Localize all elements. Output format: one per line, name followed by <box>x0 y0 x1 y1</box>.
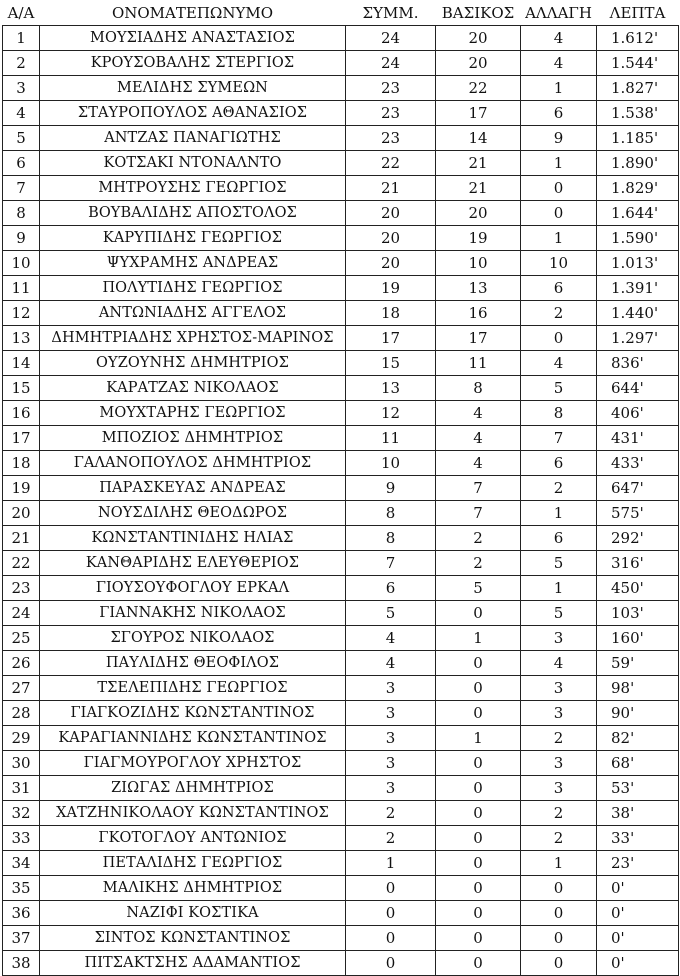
appearances-cell: 3 <box>346 701 436 726</box>
player-name-cell: ΝΟΥΣΔΙΛΗΣ ΘΕΟΔΩΡΟΣ <box>40 501 346 526</box>
table-row <box>3 601 679 626</box>
player-name-cell: ΒΟΥΒΑΛΙΔΗΣ ΑΠΟΣΤΟΛΟΣ <box>40 201 346 226</box>
table-row <box>3 951 679 976</box>
subs-cell: 0 <box>521 926 597 951</box>
minutes-cell: 1.391' <box>597 276 679 301</box>
row-number-cell: 21 <box>3 526 40 551</box>
starts-cell: 4 <box>436 451 521 476</box>
player-name-cell: ΓΙΑΝΝΑΚΗΣ ΝΙΚΟΛΑΟΣ <box>40 601 346 626</box>
appearances-cell: 24 <box>346 51 436 76</box>
subs-cell: 8 <box>521 401 597 426</box>
appearances-cell: 0 <box>346 926 436 951</box>
row-number-cell: 36 <box>3 901 40 926</box>
appearances-cell: 9 <box>346 476 436 501</box>
player-name-cell: ΓΚΟΤΟΓΛΟΥ ΑΝΤΩΝΙΟΣ <box>40 826 346 851</box>
table-row <box>3 576 679 601</box>
row-number-cell: 27 <box>3 676 40 701</box>
subs-cell: 1 <box>521 576 597 601</box>
starts-cell: 0 <box>436 701 521 726</box>
table-row <box>3 51 679 76</box>
minutes-cell: 0' <box>597 876 679 901</box>
minutes-cell: 98' <box>597 676 679 701</box>
subs-cell: 7 <box>521 426 597 451</box>
subs-cell: 0 <box>521 901 597 926</box>
table-row <box>3 701 679 726</box>
starts-cell: 20 <box>436 201 521 226</box>
player-name-cell: ΜΟΥΧΤΑΡΗΣ ΓΕΩΡΓΙΟΣ <box>40 401 346 426</box>
minutes-cell: 431' <box>597 426 679 451</box>
minutes-cell: 0' <box>597 901 679 926</box>
row-number-cell: 11 <box>3 276 40 301</box>
row-number-cell: 23 <box>3 576 40 601</box>
subs-cell: 2 <box>521 476 597 501</box>
table-row <box>3 176 679 201</box>
appearances-cell: 24 <box>346 26 436 51</box>
appearances-cell: 21 <box>346 176 436 201</box>
player-name-cell: ΣΙΝΤΟΣ ΚΩΝΣΤΑΝΤΙΝΟΣ <box>40 926 346 951</box>
player-name-cell: ΟΥΖΟΥΝΗΣ ΔΗΜΗΤΡΙΟΣ <box>40 351 346 376</box>
player-name-cell: ΣΓΟΥΡΟΣ ΝΙΚΟΛΑΟΣ <box>40 626 346 651</box>
minutes-cell: 1.590' <box>597 226 679 251</box>
minutes-cell: 1.538' <box>597 101 679 126</box>
minutes-cell: 53' <box>597 776 679 801</box>
appearances-cell: 18 <box>346 301 436 326</box>
table-row <box>3 26 679 51</box>
minutes-cell: 433' <box>597 451 679 476</box>
subs-cell: 1 <box>521 501 597 526</box>
appearances-cell: 19 <box>346 276 436 301</box>
player-name-cell: ΚΑΡΥΠΙΔΗΣ ΓΕΩΡΓΙΟΣ <box>40 226 346 251</box>
minutes-cell: 1.827' <box>597 76 679 101</box>
row-number-cell: 32 <box>3 801 40 826</box>
starts-cell: 0 <box>436 826 521 851</box>
minutes-cell: 160' <box>597 626 679 651</box>
appearances-cell: 4 <box>346 651 436 676</box>
starts-cell: 1 <box>436 726 521 751</box>
player-name-cell: ΚΩΝΣΤΑΝΤΙΝΙΔΗΣ ΗΛΙΑΣ <box>40 526 346 551</box>
row-number-cell: 14 <box>3 351 40 376</box>
row-number-cell: 38 <box>3 951 40 976</box>
starts-cell: 7 <box>436 476 521 501</box>
minutes-cell: 1.829' <box>597 176 679 201</box>
starts-cell: 0 <box>436 951 521 976</box>
player-name-cell: ΠΑΡΑΣΚΕΥΑΣ ΑΝΔΡΕΑΣ <box>40 476 346 501</box>
row-number-cell: 34 <box>3 851 40 876</box>
header-starts: ΒΑΣΙΚΟΣ <box>441 3 515 22</box>
minutes-cell: 406' <box>597 401 679 426</box>
appearances-cell: 1 <box>346 851 436 876</box>
table-row <box>3 876 679 901</box>
minutes-cell: 68' <box>597 751 679 776</box>
table-header <box>3 0 679 26</box>
subs-cell: 6 <box>521 276 597 301</box>
minutes-cell: 836' <box>597 351 679 376</box>
header-minutes: ΛΕΠΤΑ <box>609 3 666 22</box>
subs-cell: 2 <box>521 801 597 826</box>
player-name-cell: ΓΙΟΥΣΟΥΦΟΓΛΟΥ ΕΡΚΑΛ <box>40 576 346 601</box>
player-name-cell: ΚΑΝΘΑΡΙΔΗΣ ΕΛΕΥΘΕΡΙΟΣ <box>40 551 346 576</box>
row-number-cell: 12 <box>3 301 40 326</box>
player-name-cell: ΨΥΧΡΑΜΗΣ ΑΝΔΡΕΑΣ <box>40 251 346 276</box>
subs-cell: 9 <box>521 126 597 151</box>
appearances-cell: 15 <box>346 351 436 376</box>
table-row <box>3 151 679 176</box>
row-number-cell: 1 <box>3 26 40 51</box>
starts-cell: 20 <box>436 51 521 76</box>
row-number-cell: 33 <box>3 826 40 851</box>
table-row <box>3 851 679 876</box>
player-name-cell: ΠΕΤΑΛΙΔΗΣ ΓΕΩΡΓΙΟΣ <box>40 851 346 876</box>
appearances-cell: 23 <box>346 101 436 126</box>
starts-cell: 21 <box>436 151 521 176</box>
table-row <box>3 551 679 576</box>
table-row <box>3 826 679 851</box>
starts-cell: 13 <box>436 276 521 301</box>
table-row <box>3 501 679 526</box>
player-name-cell: ΖΙΩΓΑΣ ΔΗΜΗΤΡΙΟΣ <box>40 776 346 801</box>
appearances-cell: 3 <box>346 676 436 701</box>
row-number-cell: 25 <box>3 626 40 651</box>
subs-cell: 4 <box>521 651 597 676</box>
player-name-cell: ΔΗΜΗΤΡΙΑΔΗΣ ΧΡΗΣΤΟΣ-ΜΑΡΙΝΟΣ <box>40 326 346 351</box>
table-row <box>3 426 679 451</box>
row-number-cell: 26 <box>3 651 40 676</box>
minutes-cell: 292' <box>597 526 679 551</box>
player-stats-table <box>2 0 679 976</box>
starts-cell: 8 <box>436 376 521 401</box>
appearances-cell: 12 <box>346 401 436 426</box>
table-row <box>3 101 679 126</box>
subs-cell: 3 <box>521 776 597 801</box>
starts-cell: 0 <box>436 676 521 701</box>
player-name-cell: ΜΗΤΡΟΥΣΗΣ ΓΕΩΡΓΙΟΣ <box>40 176 346 201</box>
player-name-cell: ΝΑΖΙΦΙ ΚΟΣΤΙΚΑ <box>40 901 346 926</box>
starts-cell: 7 <box>436 501 521 526</box>
starts-cell: 17 <box>436 101 521 126</box>
starts-cell: 0 <box>436 776 521 801</box>
row-number-cell: 24 <box>3 601 40 626</box>
appearances-cell: 20 <box>346 201 436 226</box>
starts-cell: 16 <box>436 301 521 326</box>
player-name-cell: ΧΑΤΖΗΝΙΚΟΛΑΟΥ ΚΩΝΣΤΑΝΤΙΝΟΣ <box>40 801 346 826</box>
subs-cell: 2 <box>521 826 597 851</box>
row-number-cell: 17 <box>3 426 40 451</box>
starts-cell: 11 <box>436 351 521 376</box>
subs-cell: 4 <box>521 51 597 76</box>
header-aa: Α/Α <box>7 3 35 22</box>
player-name-cell: ΣΤΑΥΡΟΠΟΥΛΟΣ ΑΘΑΝΑΣΙΟΣ <box>40 101 346 126</box>
subs-cell: 1 <box>521 851 597 876</box>
appearances-cell: 23 <box>346 76 436 101</box>
appearances-cell: 3 <box>346 751 436 776</box>
minutes-cell: 1.440' <box>597 301 679 326</box>
table-row <box>3 276 679 301</box>
player-name-cell: ΓΙΑΓΚΟΖΙΔΗΣ ΚΩΝΣΤΑΝΤΙΝΟΣ <box>40 701 346 726</box>
table-row <box>3 626 679 651</box>
starts-cell: 0 <box>436 901 521 926</box>
minutes-cell: 38' <box>597 801 679 826</box>
starts-cell: 22 <box>436 76 521 101</box>
subs-cell: 0 <box>521 326 597 351</box>
appearances-cell: 5 <box>346 601 436 626</box>
row-number-cell: 13 <box>3 326 40 351</box>
minutes-cell: 1.890' <box>597 151 679 176</box>
appearances-cell: 2 <box>346 826 436 851</box>
appearances-cell: 17 <box>346 326 436 351</box>
row-number-cell: 10 <box>3 251 40 276</box>
row-number-cell: 28 <box>3 701 40 726</box>
table-row <box>3 201 679 226</box>
starts-cell: 2 <box>436 551 521 576</box>
appearances-cell: 22 <box>346 151 436 176</box>
subs-cell: 6 <box>521 101 597 126</box>
row-number-cell: 31 <box>3 776 40 801</box>
row-number-cell: 7 <box>3 176 40 201</box>
starts-cell: 4 <box>436 426 521 451</box>
table-row <box>3 351 679 376</box>
appearances-cell: 20 <box>346 226 436 251</box>
minutes-cell: 1.013' <box>597 251 679 276</box>
player-name-cell: ΓΙΑΓΜΟΥΡΟΓΛΟΥ ΧΡΗΣΤΟΣ <box>40 751 346 776</box>
table-row <box>3 926 679 951</box>
row-number-cell: 19 <box>3 476 40 501</box>
row-number-cell: 2 <box>3 51 40 76</box>
minutes-cell: 23' <box>597 851 679 876</box>
table-row <box>3 451 679 476</box>
starts-cell: 20 <box>436 26 521 51</box>
table-body <box>3 26 679 976</box>
player-name-cell: ΜΟΥΣΙΑΔΗΣ ΑΝΑΣΤΑΣΙΟΣ <box>40 26 346 51</box>
starts-cell: 0 <box>436 801 521 826</box>
minutes-cell: 59' <box>597 651 679 676</box>
header-subs: ΑΛΛΑΓΗ <box>525 3 592 22</box>
minutes-cell: 647' <box>597 476 679 501</box>
subs-cell: 0 <box>521 876 597 901</box>
appearances-cell: 0 <box>346 876 436 901</box>
starts-cell: 0 <box>436 751 521 776</box>
appearances-cell: 3 <box>346 726 436 751</box>
row-number-cell: 4 <box>3 101 40 126</box>
subs-cell: 5 <box>521 376 597 401</box>
subs-cell: 10 <box>521 251 597 276</box>
subs-cell: 3 <box>521 626 597 651</box>
minutes-cell: 0' <box>597 951 679 976</box>
minutes-cell: 1.544' <box>597 51 679 76</box>
minutes-cell: 90' <box>597 701 679 726</box>
table-row <box>3 376 679 401</box>
appearances-cell: 0 <box>346 951 436 976</box>
minutes-cell: 1.644' <box>597 201 679 226</box>
appearances-cell: 3 <box>346 776 436 801</box>
table-row <box>3 901 679 926</box>
appearances-cell: 20 <box>346 251 436 276</box>
starts-cell: 1 <box>436 626 521 651</box>
row-number-cell: 29 <box>3 726 40 751</box>
player-name-cell: ΠΙΤΣΑΚΤΣΗΣ ΑΔΑΜΑΝΤΙΟΣ <box>40 951 346 976</box>
starts-cell: 0 <box>436 601 521 626</box>
appearances-cell: 10 <box>346 451 436 476</box>
subs-cell: 1 <box>521 226 597 251</box>
subs-cell: 5 <box>521 551 597 576</box>
appearances-cell: 13 <box>346 376 436 401</box>
table-row <box>3 676 679 701</box>
player-name-cell: ΠΟΛΥΤΙΔΗΣ ΓΕΩΡΓΙΟΣ <box>40 276 346 301</box>
starts-cell: 5 <box>436 576 521 601</box>
starts-cell: 4 <box>436 401 521 426</box>
minutes-cell: 575' <box>597 501 679 526</box>
table-row <box>3 776 679 801</box>
minutes-cell: 1.297' <box>597 326 679 351</box>
table-row <box>3 76 679 101</box>
table-row <box>3 651 679 676</box>
table-row <box>3 401 679 426</box>
minutes-cell: 1.612' <box>597 26 679 51</box>
appearances-cell: 23 <box>346 126 436 151</box>
header-name: ΟΝΟΜΑΤΕΠΩΝΥΜΟ <box>111 3 274 22</box>
player-name-cell: ΤΣΕΛΕΠΙΔΗΣ ΓΕΩΡΓΙΟΣ <box>40 676 346 701</box>
table-row <box>3 251 679 276</box>
table-row <box>3 126 679 151</box>
row-number-cell: 15 <box>3 376 40 401</box>
subs-cell: 4 <box>521 351 597 376</box>
header-row <box>3 0 679 26</box>
starts-cell: 10 <box>436 251 521 276</box>
subs-cell: 6 <box>521 526 597 551</box>
appearances-cell: 8 <box>346 501 436 526</box>
appearances-cell: 7 <box>346 551 436 576</box>
player-name-cell: ΚΟΤΣΑΚΙ ΝΤΟΝΑΛΝΤΟ <box>40 151 346 176</box>
minutes-cell: 644' <box>597 376 679 401</box>
row-number-cell: 16 <box>3 401 40 426</box>
subs-cell: 3 <box>521 701 597 726</box>
row-number-cell: 8 <box>3 201 40 226</box>
row-number-cell: 20 <box>3 501 40 526</box>
table-row <box>3 476 679 501</box>
player-name-cell: ΜΕΛΙΔΗΣ ΣΥΜΕΩΝ <box>40 76 346 101</box>
row-number-cell: 9 <box>3 226 40 251</box>
table-row <box>3 301 679 326</box>
player-name-cell: ΚΡΟΥΣΟΒΑΛΗΣ ΣΤΕΡΓΙΟΣ <box>40 51 346 76</box>
starts-cell: 0 <box>436 851 521 876</box>
table-row <box>3 326 679 351</box>
subs-cell: 3 <box>521 676 597 701</box>
starts-cell: 2 <box>436 526 521 551</box>
subs-cell: 1 <box>521 151 597 176</box>
player-name-cell: ΑΝΤΩΝΙΑΔΗΣ ΑΓΓΕΛΟΣ <box>40 301 346 326</box>
row-number-cell: 30 <box>3 751 40 776</box>
subs-cell: 6 <box>521 451 597 476</box>
starts-cell: 14 <box>436 126 521 151</box>
table-row <box>3 226 679 251</box>
subs-cell: 3 <box>521 751 597 776</box>
minutes-cell: 33' <box>597 826 679 851</box>
subs-cell: 1 <box>521 76 597 101</box>
table-row <box>3 751 679 776</box>
minutes-cell: 316' <box>597 551 679 576</box>
player-name-cell: ΚΑΡΑΤΖΑΣ ΝΙΚΟΛΑΟΣ <box>40 376 346 401</box>
row-number-cell: 3 <box>3 76 40 101</box>
subs-cell: 2 <box>521 726 597 751</box>
starts-cell: 0 <box>436 926 521 951</box>
row-number-cell: 5 <box>3 126 40 151</box>
row-number-cell: 35 <box>3 876 40 901</box>
row-number-cell: 37 <box>3 926 40 951</box>
subs-cell: 2 <box>521 301 597 326</box>
row-number-cell: 6 <box>3 151 40 176</box>
player-name-cell: ΜΑΛΙΚΗΣ ΔΗΜΗΤΡΙΟΣ <box>40 876 346 901</box>
row-number-cell: 18 <box>3 451 40 476</box>
minutes-cell: 82' <box>597 726 679 751</box>
minutes-cell: 0' <box>597 926 679 951</box>
appearances-cell: 4 <box>346 626 436 651</box>
player-name-cell: ΑΝΤΖΑΣ ΠΑΝΑΓΙΩΤΗΣ <box>40 126 346 151</box>
header-appearances: ΣΥΜΜ. <box>362 3 419 22</box>
subs-cell: 0 <box>521 951 597 976</box>
starts-cell: 0 <box>436 876 521 901</box>
table-row <box>3 726 679 751</box>
subs-cell: 4 <box>521 26 597 51</box>
appearances-cell: 6 <box>346 576 436 601</box>
row-number-cell: 22 <box>3 551 40 576</box>
subs-cell: 5 <box>521 601 597 626</box>
appearances-cell: 0 <box>346 901 436 926</box>
player-name-cell: ΓΑΛΑΝΟΠΟΥΛΟΣ ΔΗΜΗΤΡΙΟΣ <box>40 451 346 476</box>
subs-cell: 0 <box>521 176 597 201</box>
appearances-cell: 2 <box>346 801 436 826</box>
player-name-cell: ΜΠΟΖΙΟΣ ΔΗΜΗΤΡΙΟΣ <box>40 426 346 451</box>
minutes-cell: 450' <box>597 576 679 601</box>
appearances-cell: 11 <box>346 426 436 451</box>
subs-cell: 0 <box>521 201 597 226</box>
starts-cell: 0 <box>436 651 521 676</box>
table-row <box>3 526 679 551</box>
player-name-cell: ΚΑΡΑΓΙΑΝΝΙΔΗΣ ΚΩΝΣΤΑΝΤΙΝΟΣ <box>40 726 346 751</box>
starts-cell: 17 <box>436 326 521 351</box>
table-row <box>3 801 679 826</box>
starts-cell: 21 <box>436 176 521 201</box>
starts-cell: 19 <box>436 226 521 251</box>
player-name-cell: ΠΑΥΛΙΔΗΣ ΘΕΟΦΙΛΟΣ <box>40 651 346 676</box>
appearances-cell: 8 <box>346 526 436 551</box>
minutes-cell: 1.185' <box>597 126 679 151</box>
minutes-cell: 103' <box>597 601 679 626</box>
